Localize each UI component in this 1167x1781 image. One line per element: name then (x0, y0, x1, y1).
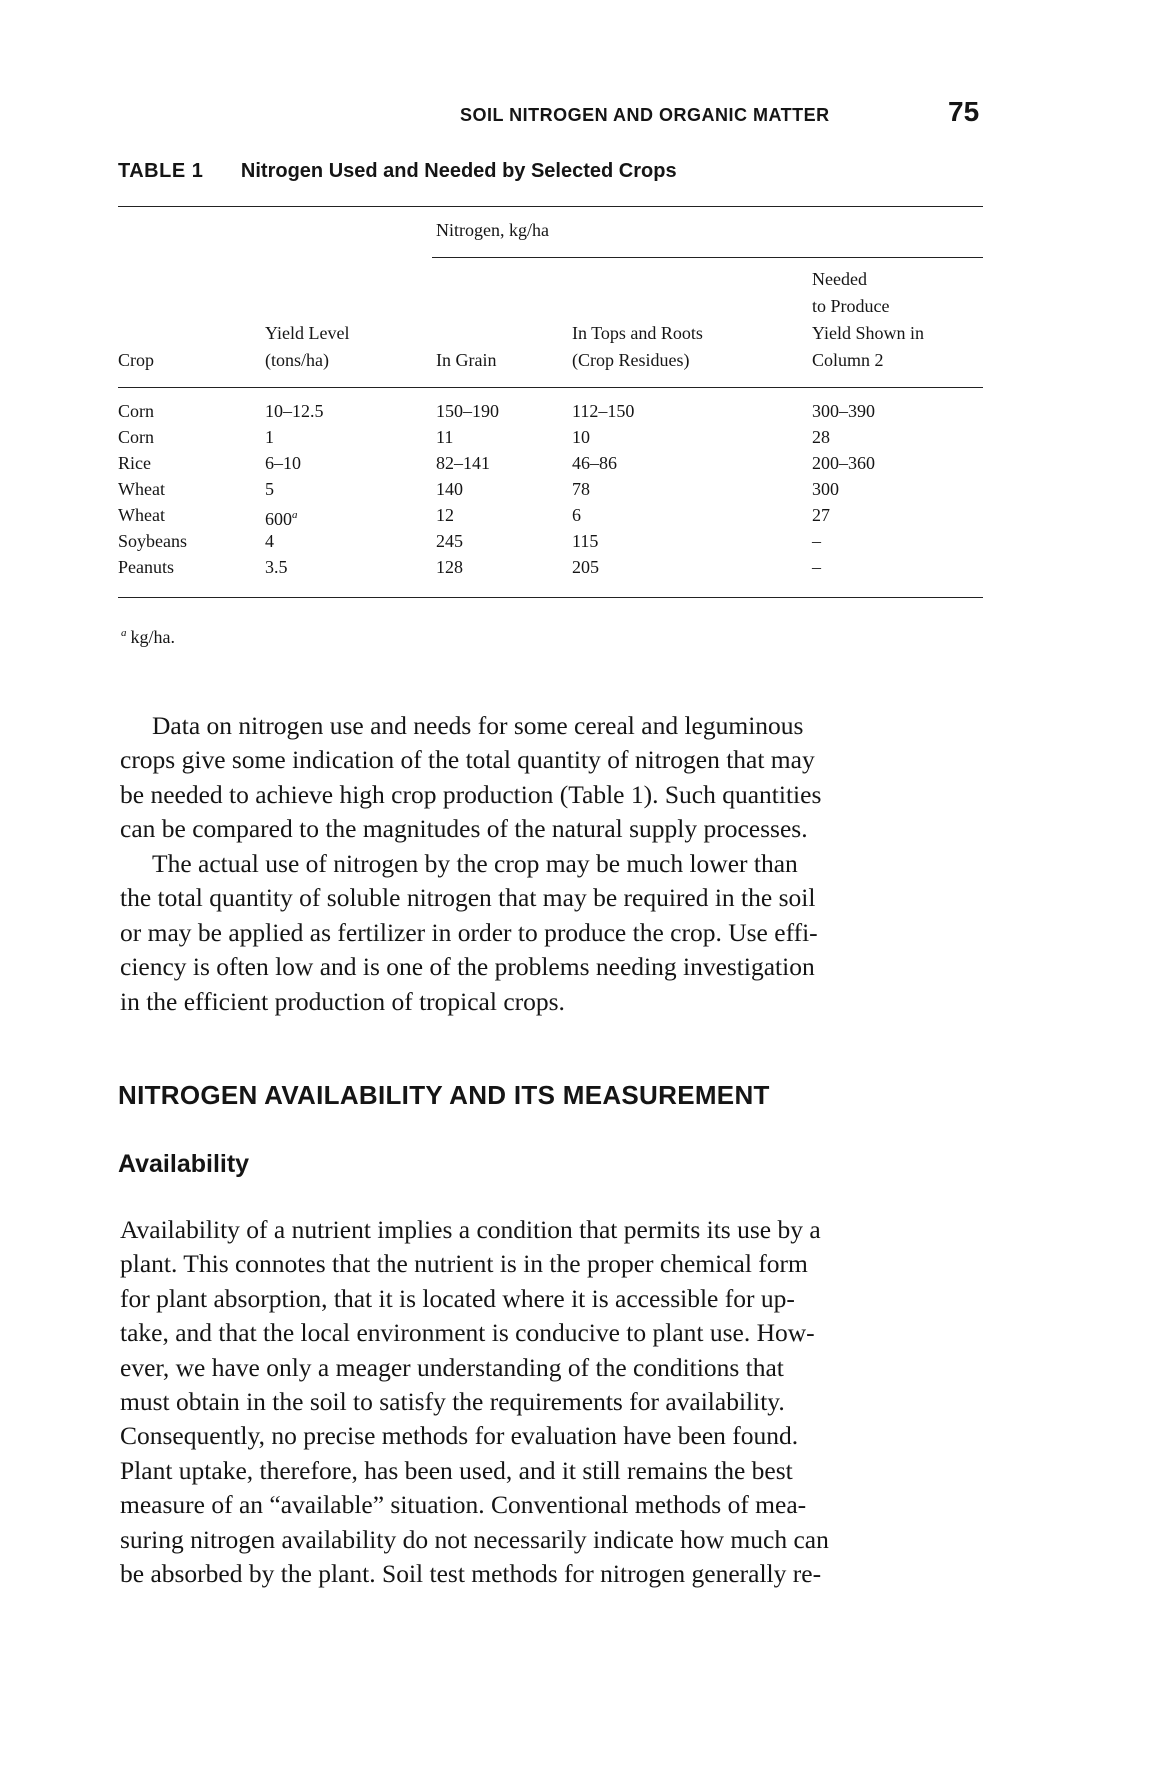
table-bottom-rule (118, 597, 983, 598)
cell-needed: 28 (812, 427, 830, 447)
header-needed-line: to Produce (812, 296, 890, 316)
column-yield-level (265, 398, 324, 580)
availability-paragraph (120, 1213, 985, 1591)
header-tops-roots (572, 320, 703, 374)
section-heading: NITROGEN AVAILABILITY AND ITS MEASUREMENT (118, 1080, 770, 1110)
column-tops-roots (572, 398, 634, 580)
table-caption (118, 160, 677, 183)
text-line: Plant uptake, therefore, has been used, and it still remains the best (120, 1455, 793, 1485)
column-needed (812, 398, 875, 580)
cell-crop: Corn (118, 427, 154, 447)
column-in-grain (436, 398, 499, 580)
cell-grain: 82–141 (436, 453, 490, 473)
cell-yield: 5 (265, 479, 274, 499)
cell-needed: – (812, 557, 821, 577)
text-line: in the efficient production of tropical crops. (120, 986, 565, 1016)
text-line: Availability of a nutrient implies a condition that permits its use by a (120, 1215, 821, 1244)
header-crop (118, 347, 154, 374)
cell-needed: 300–390 (812, 401, 875, 421)
cell-crop: Wheat (118, 479, 165, 499)
cell-yield (265, 502, 324, 528)
text-line: ciency is often low and is one of the problems needing investigation (120, 952, 815, 982)
table-group-header: Nitrogen, kg/ha (436, 220, 549, 240)
cell-crop: Soybeans (118, 531, 187, 551)
header-yield-line: (tons/ha) (265, 350, 329, 370)
header-in-grain (436, 347, 496, 374)
cell-tops: 78 (572, 479, 590, 499)
text-line: take, and that the local environment is conducive to plant use. How- (120, 1318, 815, 1348)
cell-grain: 140 (436, 479, 463, 499)
text-line: Data on nitrogen use and needs for some cereal and leguminous (152, 711, 804, 740)
text-line: be absorbed by the plant. Soil test methods for nitrogen generally re- (120, 1559, 822, 1589)
table-header-rule (118, 387, 983, 388)
cell-crop: Rice (118, 453, 151, 473)
column-crop (118, 398, 187, 580)
cell-tops: 205 (572, 557, 599, 577)
header-yield-level (265, 320, 349, 374)
running-head-title: SOIL NITROGEN AND ORGANIC MATTER (460, 105, 830, 125)
header-needed-line: Needed (812, 269, 867, 289)
cell-grain: 12 (436, 505, 454, 525)
cell-needed: 300 (812, 479, 839, 499)
cell-yield: 6–10 (265, 453, 301, 473)
footnote-mark: a (121, 627, 127, 639)
body-paragraph (120, 847, 985, 1019)
cell-yield: 4 (265, 531, 274, 551)
header-tops-line: (Crop Residues) (572, 350, 690, 370)
cell-tops: 6 (572, 505, 581, 525)
header-needed-line: Yield Shown in (812, 323, 925, 343)
cell-grain: 245 (436, 531, 463, 551)
cell-yield: 3.5 (265, 557, 288, 577)
running-head (460, 96, 1020, 136)
cell-needed: 27 (812, 505, 830, 525)
footnote-text: kg/ha. (130, 627, 175, 647)
text-line: plant. This connotes that the nutrient is in the proper chemical form (120, 1249, 808, 1279)
text-line: Consequently, no precise methods for evaluation have been found. (120, 1421, 799, 1451)
text-line: be needed to achieve high crop production (Table 1). Such quantities (120, 779, 822, 809)
text-line: measure of an “available” situation. Conventional methods of mea- (120, 1490, 807, 1520)
text-line: suring nitrogen availability do not necessarily indicate how much can (120, 1524, 829, 1554)
table-title: Nitrogen Used and Needed by Selected Crops (240, 160, 677, 182)
cell-tops: 46–86 (572, 453, 617, 473)
table-group-rule (432, 257, 983, 258)
header-tops-line: In Tops and Roots (572, 323, 703, 343)
page-number: 75 (948, 96, 980, 127)
cell-crop: Corn (118, 401, 154, 421)
header-yield-line: Yield Level (265, 323, 350, 343)
cell-tops: 115 (572, 531, 599, 551)
cell-needed: – (812, 531, 821, 551)
header-needed (812, 266, 924, 374)
text-line: for plant absorption, that it is located where it is accessible for up- (120, 1283, 795, 1313)
text-line: or may be applied as fertilizer in order to produce the crop. Use effi- (120, 917, 818, 947)
cell-tops: 112–150 (572, 401, 635, 421)
cell-yield-value: 600 (265, 509, 292, 529)
text-line: must obtain in the soil to satisfy the requirements for availability. (120, 1387, 785, 1417)
cell-yield: 10–12.5 (265, 401, 324, 421)
table-footnote (121, 627, 175, 648)
header-grain-line: In Grain (436, 350, 497, 370)
text-line: the total quantity of soluble nitrogen that may be required in the soil (120, 883, 816, 913)
cell-crop: Wheat (118, 505, 165, 525)
cell-tops: 10 (572, 427, 590, 447)
cell-yield: 1 (265, 427, 274, 447)
text-line: can be compared to the magnitudes of the natural supply processes. (120, 814, 808, 844)
header-needed-line: Column 2 (812, 350, 884, 370)
text-line: ever, we have only a meager understanding of the conditions that (120, 1352, 784, 1382)
cell-grain: 128 (436, 557, 463, 577)
footnote-marker: a (292, 509, 298, 521)
subsection-heading: Availability (118, 1150, 250, 1178)
table-label: TABLE 1 (118, 160, 204, 182)
text-line: The actual use of nitrogen by the crop may be much lower than (152, 849, 798, 878)
cell-needed: 200–360 (812, 453, 875, 473)
body-paragraph (120, 709, 985, 847)
text-line: crops give some indication of the total quantity of nitrogen that may (120, 745, 815, 775)
cell-grain: 150–190 (436, 401, 499, 421)
header-crop-line: Crop (118, 350, 154, 370)
cell-grain: 11 (436, 427, 454, 447)
cell-crop: Peanuts (118, 557, 174, 577)
table-top-rule (118, 206, 983, 207)
